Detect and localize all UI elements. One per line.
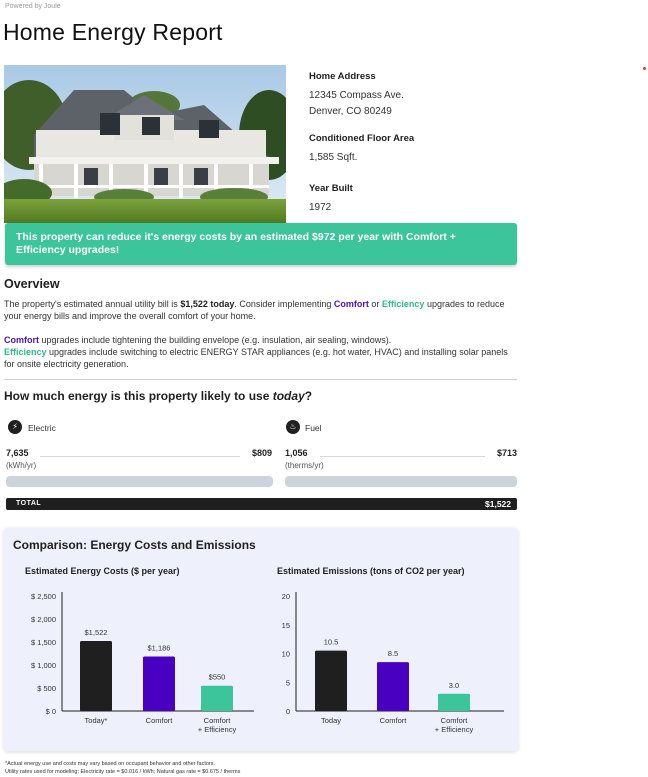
y-tick-label: $ 1,000 (30, 661, 56, 670)
house-photo (4, 65, 286, 223)
bar-value-label: 3.0 (448, 680, 460, 690)
x-category-label: Comfort (379, 716, 407, 725)
fuel-label: Fuel (305, 423, 322, 433)
x-category-label: Today* (84, 716, 108, 725)
y-tick-label: $ 2,500 (30, 592, 56, 601)
address-line1: 12345 Compass Ave. (309, 90, 404, 101)
x-category-label: + Efficiency (434, 725, 474, 734)
fuel-cost: $713 (496, 448, 517, 458)
flame-icon: ♨︎ (286, 420, 300, 434)
indicator-dot (643, 67, 646, 70)
address-label: Home Address (309, 71, 376, 82)
fuel-unit: (therms/yr) (285, 461, 324, 470)
y-tick-label: 15 (281, 620, 290, 630)
fuel-divider (320, 456, 485, 457)
overview-paragraph (4, 298, 516, 322)
total-value: $1,522 (485, 499, 511, 509)
bar (377, 662, 409, 711)
cost-chart-title: Estimated Energy Costs ($ per year) (25, 566, 180, 576)
overview-text: upgrades to reduce your energy bills and improve the overall comfort of your home. (4, 299, 505, 321)
bar (315, 651, 347, 711)
emissions-chart-title: Estimated Emissions (tons of CO2 per year) (277, 566, 465, 576)
electric-amount: 7,635 (6, 448, 29, 458)
efficiency-term: Efficiency (381, 299, 425, 309)
fuel-amount: 1,056 (285, 448, 308, 458)
lightning-icon: ⚡︎ (8, 420, 22, 434)
y-tick-label: $ 2,000 (30, 615, 56, 624)
bar (80, 641, 112, 711)
x-category-label: + Efficiency (197, 725, 237, 734)
powered-by-label: Powered by Joule (5, 3, 61, 10)
fuel-bar (285, 476, 517, 487)
x-category-label: Comfort (440, 716, 468, 725)
savings-banner: This property can reduce it's energy costs by an estimated $972 per year with Comfort + Efficiency upgrades! (5, 223, 517, 265)
usage-title (4, 389, 312, 403)
electric-cost: $809 (251, 448, 272, 458)
upgrades-text: upgrades include switching to electric ENERGY STAR appliances (e.g. hot water, HVAC) and installing solar panels for onsite electricity generation. (4, 347, 508, 369)
bar (438, 694, 470, 711)
y-tick-label: 10 (281, 649, 290, 659)
comparison-title: Comparison: Energy Costs and Emissions (13, 538, 256, 552)
y-tick-label: $ 1,500 (30, 638, 56, 647)
area-value: 1,585 Sqft. (309, 152, 358, 163)
year-value: 1972 (309, 202, 332, 213)
electric-unit: (kWh/yr) (6, 461, 37, 470)
comfort-term: Comfort (333, 299, 369, 309)
emissions-chart (264, 583, 509, 743)
bar-value-label: $1,522 (84, 627, 108, 637)
overview-text: The property's estimated annual utility bill is (4, 299, 181, 309)
page-title: Home Energy Report (3, 19, 223, 45)
area-label: Conditioned Floor Area (309, 133, 415, 144)
footnote-disclaimer: *Actual energy use and costs may vary based on occupant behavior and other factors. (5, 761, 216, 767)
total-bar (6, 498, 517, 510)
cost-chart (14, 583, 259, 743)
x-category-label: Today (320, 716, 342, 725)
overview-text: . Consider implementing (234, 299, 334, 309)
bar-value-label: 8.5 (387, 649, 399, 659)
y-tick-label: 0 (285, 707, 290, 716)
section-divider (4, 379, 517, 380)
upgrades-text: upgrades include tightening the building envelope (e.g. insulation, air sealing, windows). (39, 335, 392, 345)
overview-title: Overview (4, 277, 60, 291)
annual-bill: $1,522 today (180, 299, 235, 309)
usage-title-text: ? (304, 389, 313, 403)
y-tick-label: $ 500 (37, 684, 56, 693)
y-tick-label: $ 0 (45, 707, 56, 716)
comfort-term: Comfort (4, 335, 39, 345)
electric-divider (40, 456, 240, 457)
bar-value-label: $1,186 (147, 643, 171, 653)
total-label: TOTAL (16, 500, 42, 507)
usage-title-text: How much energy is this property likely to use (4, 389, 273, 403)
year-label: Year Built (309, 183, 353, 194)
usage-title-emphasis: today (272, 389, 305, 403)
footnote-rates: Utility rates used for modeling: Electricity rate = $0.016 / kWh; Natural gas rate = $0.675 / therms (5, 769, 241, 775)
bar-value-label: 10.5 (323, 637, 339, 647)
comparison-card (4, 528, 518, 751)
x-category-label: Comfort (145, 716, 173, 725)
bar (143, 656, 175, 711)
y-tick-label: 5 (285, 678, 290, 688)
overview-text: or (368, 299, 382, 309)
bar-value-label: $550 (208, 672, 226, 682)
x-category-label: Comfort (203, 716, 231, 725)
efficiency-term: Efficiency (4, 347, 47, 357)
electric-label: Electric (28, 423, 56, 433)
electric-bar (6, 476, 273, 487)
y-tick-label: 20 (281, 592, 290, 601)
bar (201, 686, 233, 711)
address-line2: Denver, CO 80249 (309, 106, 392, 117)
upgrades-paragraph (4, 334, 516, 370)
